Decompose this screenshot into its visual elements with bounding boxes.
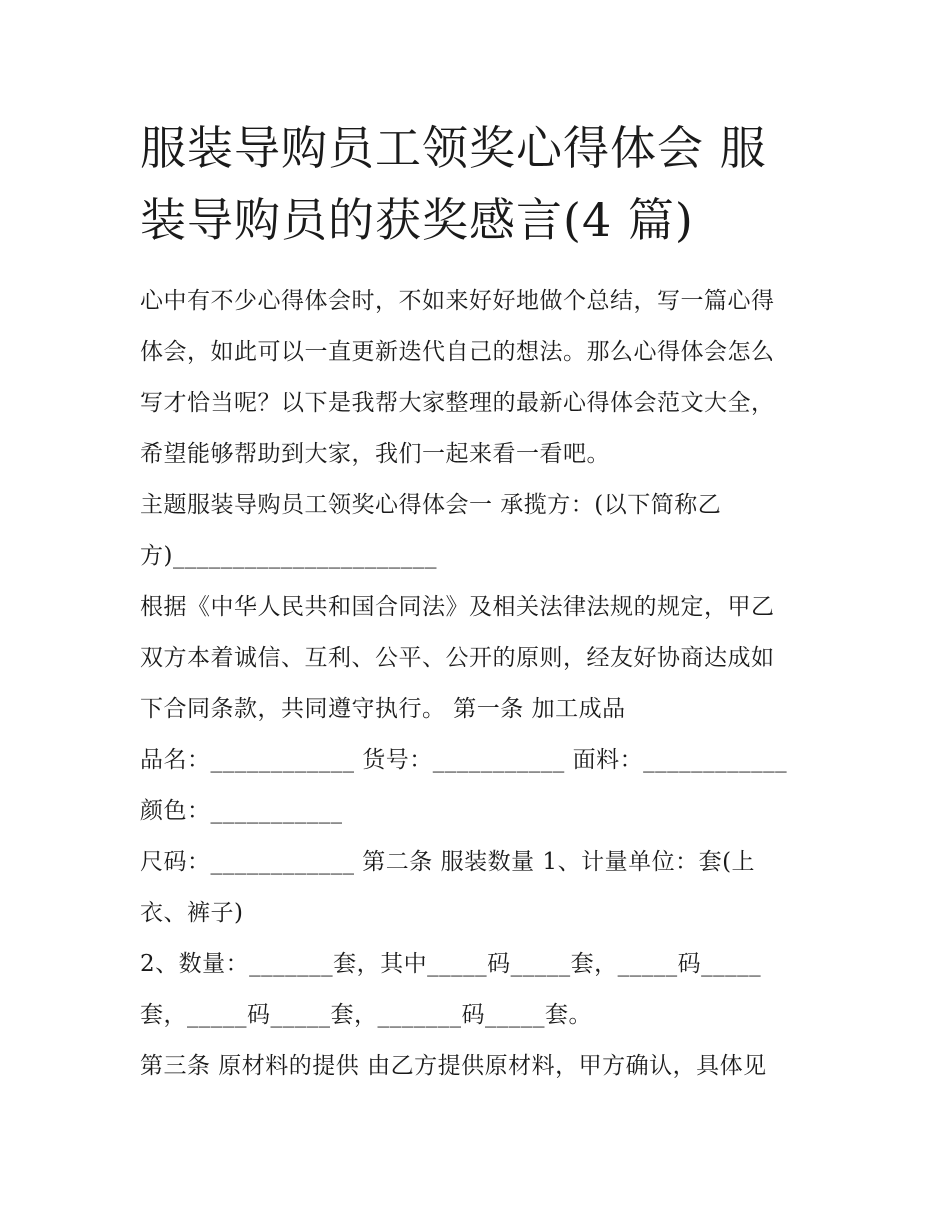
intro-paragraph — [140, 276, 820, 480]
paragraph-line: 套，_____码_____套，_______码_____套。 — [140, 1002, 592, 1028]
paragraph-line: 心中有不少心得体会时，不如来好好地做个总结，写一篇心得 — [140, 288, 775, 314]
paragraph-line: 方)______________________ — [140, 543, 437, 569]
paragraph-line: 衣、裤子) — [140, 900, 244, 926]
paragraph-line: 希望能够帮助到大家，我们一起来看一看吧。 — [140, 441, 610, 467]
product-fields-paragraph — [140, 735, 820, 837]
paragraph-line: 第三条 原材料的提供 由乙方提供原材料，甲方确认，具体见 — [140, 1053, 767, 1079]
paragraph-line: 体会，如此可以一直更新迭代自己的想法。那么心得体会怎么 — [140, 339, 775, 365]
contract-basis-paragraph — [140, 582, 820, 735]
title-line-1: 服装导购员工领奖心得体会 服 — [140, 121, 767, 175]
paragraph-line: 2、数量：_______套，其中_____码_____套，_____码_____ — [140, 951, 762, 977]
paragraph-line: 下合同条款，共同遵守执行。 第一条 加工成品 — [140, 696, 626, 722]
document-title — [140, 112, 830, 256]
subject-paragraph — [140, 480, 820, 582]
paragraph-line: 尺码：____________ 第二条 服装数量 1、计量单位：套(上 — [140, 849, 756, 875]
paragraph-line: 颜色：___________ — [140, 798, 343, 824]
paragraph-line: 根据《中华人民共和国合同法》及相关法律法规的规定，甲乙 — [140, 594, 775, 620]
paragraph-line: 品名：____________ 货号：___________ 面料：____________ — [140, 747, 788, 773]
paragraph-line: 双方本着诚信、互利、公平、公开的原则，经友好协商达成如 — [140, 645, 775, 671]
materials-paragraph — [140, 1041, 820, 1092]
title-line-2: 装导购员的获奖感言(4 篇) — [140, 193, 694, 247]
size-quantity-paragraph — [140, 837, 820, 939]
paragraph-line: 主题服装导购员工领奖心得体会一 承揽方：(以下简称乙 — [140, 492, 722, 518]
document-body — [140, 276, 820, 1092]
quantity-breakdown-paragraph — [140, 939, 820, 1041]
paragraph-line: 写才恰当呢？以下是我帮大家整理的最新心得体会范文大全， — [140, 390, 775, 416]
